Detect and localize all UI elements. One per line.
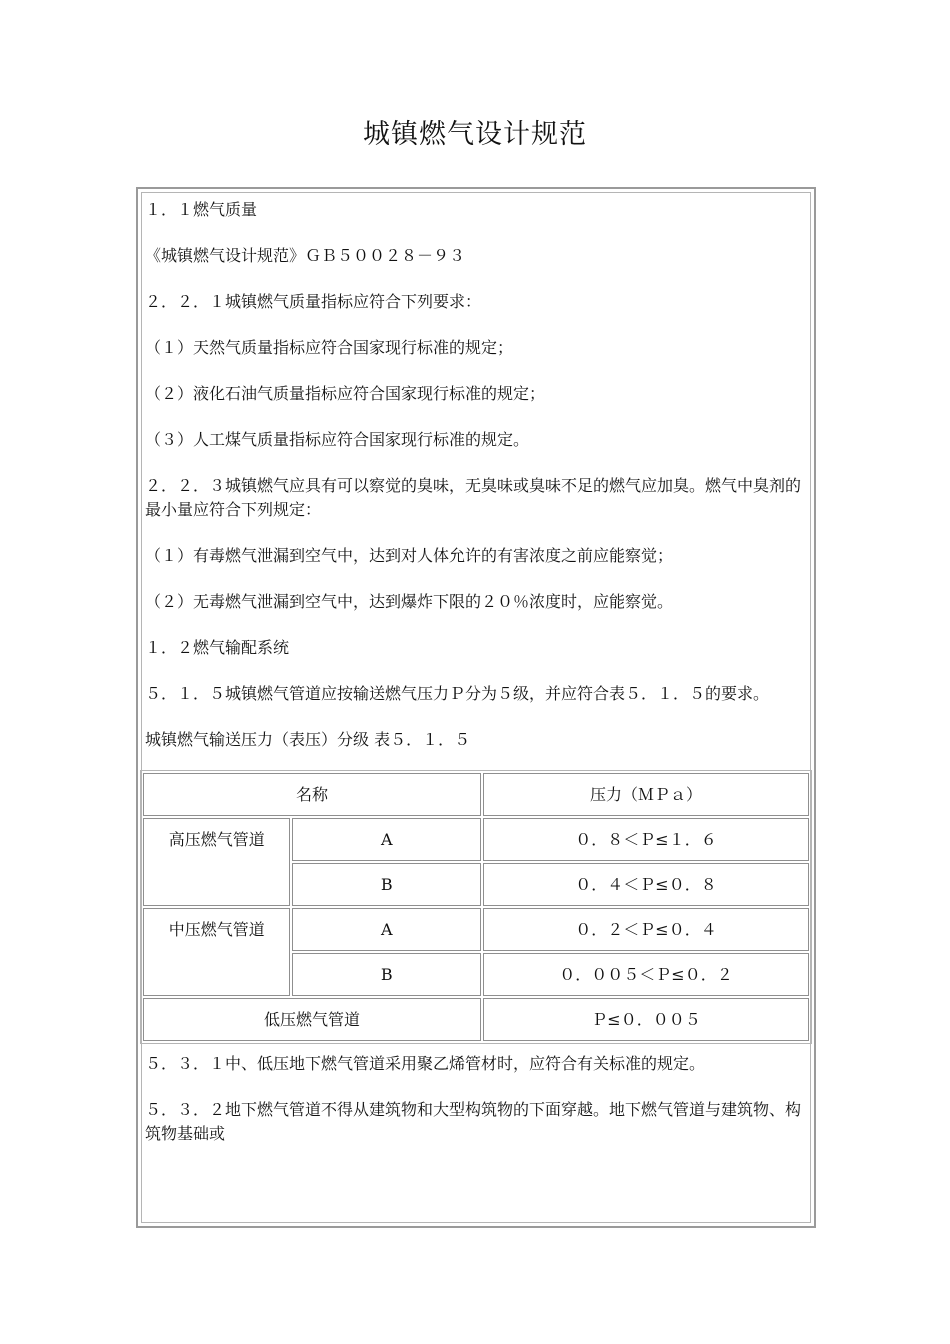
table-header-row (143, 773, 809, 816)
paragraph: 《城镇燃气设计规范》ＧＢ５００２８－９３ (145, 246, 466, 265)
paragraph: ２．２．１城镇燃气质量指标应符合下列要求： (145, 292, 482, 311)
paragraph: １．１燃气质量 (145, 200, 258, 219)
pressure-value-cell: ０．８＜Ｐ≤１．６ (483, 818, 809, 861)
medium-pressure-label-cell: 中压燃气管道 (143, 908, 290, 996)
pressure-value-cell: Ｐ≤０．００５ (483, 998, 809, 1041)
table-row (143, 908, 809, 951)
paragraph: （１）有毒燃气泄漏到空气中，达到对人体允许的有害浓度之前应能察觉； (145, 546, 674, 565)
paragraph: （２）无毒燃气泄漏到空气中，达到爆炸下限的２０％浓度时，应能察觉。 (145, 592, 674, 611)
paragraph: （３）人工煤气质量指标应符合国家现行标准的规定。 (145, 430, 530, 449)
paragraph: １．２燃气输配系统 (145, 638, 290, 657)
grade-cell: B (292, 863, 481, 906)
table-caption: 城镇燃气输送压力（表压）分级 表５．１．５ (145, 730, 471, 749)
header-pressure-cell: 压力（ＭＰａ） (483, 773, 809, 816)
paragraph: ５．１．５城镇燃气管道应按输送燃气压力Ｐ分为５级，并应符合表５．１．５的要求。 (145, 684, 770, 703)
paragraph: （１）天然气质量指标应符合国家现行标准的规定； (145, 338, 514, 357)
page-title: 城镇燃气设计规范 (363, 119, 587, 150)
high-pressure-label-cell: 高压燃气管道 (143, 818, 290, 906)
paragraph: ２．２．３城镇燃气应具有可以察觉的臭味，无臭味或臭味不足的燃气应加臭。燃气中臭剂的最小量应符合下列规定： (145, 476, 802, 519)
content-frame (136, 187, 816, 1228)
paragraph: ５．３．２地下燃气管道不得从建筑物和大型构筑物的下面穿越。地下燃气管道与建筑物、构筑物基础或 (145, 1100, 802, 1143)
paragraph: ５．３．１中、低压地下燃气管道采用聚乙烯管材时，应符合有关标准的规定。 (145, 1054, 706, 1073)
grade-cell: A (292, 908, 481, 951)
grade-cell: B (292, 953, 481, 996)
low-pressure-label-cell: 低压燃气管道 (143, 998, 481, 1041)
table-row (143, 998, 809, 1041)
pressure-value-cell: ０．４＜Ｐ≤０．８ (483, 863, 809, 906)
document-body (145, 198, 808, 1168)
pressure-value-cell: ０．００５＜Ｐ≤０．２ (483, 953, 809, 996)
table-row (143, 818, 809, 861)
grade-cell: A (292, 818, 481, 861)
pressure-classification-table (140, 770, 812, 1044)
pressure-value-cell: ０．２＜Ｐ≤０．４ (483, 908, 809, 951)
header-name-cell: 名称 (143, 773, 481, 816)
paragraph: （２）液化石油气质量指标应符合国家现行标准的规定； (145, 384, 546, 403)
